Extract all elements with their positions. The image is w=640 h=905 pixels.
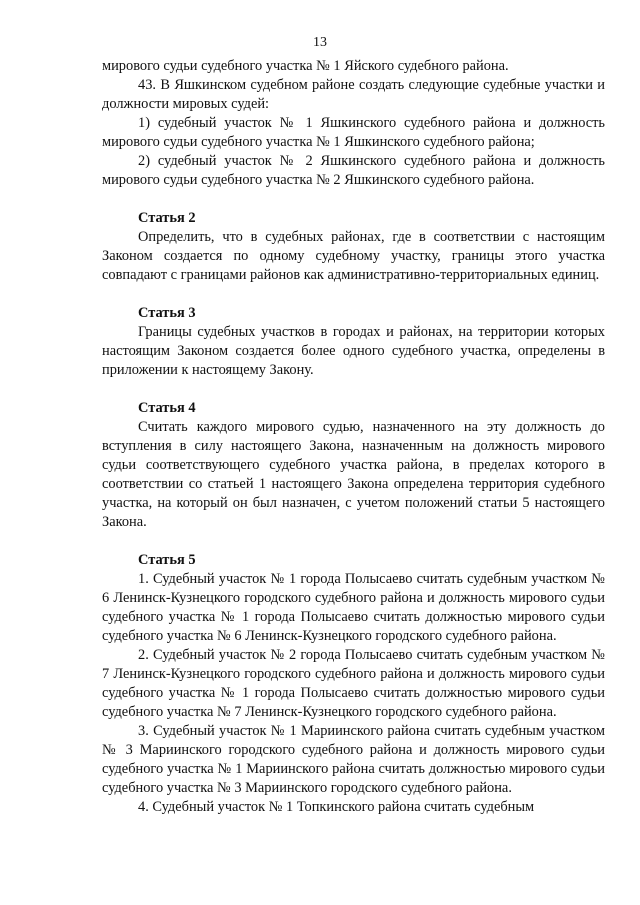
intro-subitem-1: 1) судебный участок № 1 Яшкинского судебного района и должность мирового судьи судебного участка № 1 Яшкинского судебного района;	[102, 115, 605, 150]
article-4-paragraph: Считать каждого мирового судью, назначенного на эту должность до вступления в силу настоящего Закона, назначенным на должность мирового судьи соответствующего судебного участка района, в пределах которого в соответствии со статьей 1 настоящего Закона определена территория судебного участка, на который он был назначен, с учетом положений статьи 5 настоящего Закона.	[102, 419, 605, 530]
article-5-heading: Статья 5	[138, 552, 196, 568]
intro-continuation: мирового судьи судебного участка № 1 Яйского судебного района.	[102, 58, 509, 74]
article-4	[102, 399, 605, 532]
intro-subitem-2: 2) судебный участок № 2 Яшкинского судебного района и должность мирового судьи судебного участка № 2 Яшкинского судебного района.	[102, 153, 605, 188]
article-3-paragraph: Границы судебных участков в городах и районах, на территории которых настоящим Законом создается более одного судебного участка, определены в приложении к настоящему Закону.	[102, 324, 605, 378]
article-5-paragraph-3: 3. Судебный участок № 1 Мариинского района считать судебным участком № 3 Мариинского городского судебного района и должность мирового судьи судебного участка № 1 Мариинского района считать должностью мирового судьи судебного участка № 3 Мариинского городского судебного района.	[102, 723, 605, 796]
article-2	[102, 209, 605, 285]
article-5-paragraph-1: 1. Судебный участок № 1 города Полысаево считать судебным участком № 6 Ленинск-Кузнецкого городского судебного района и должность мирового судьи судебного участка № 1 города Полысаево считать должностью мирового судьи судебного участка № 6 Ленинск-Кузнецкого городского судебного района.	[102, 571, 605, 644]
article-2-paragraph: Определить, что в судебных районах, где в соответствии с настоящим Законом создается по одному судебному участку, границы этого участка совпадают с границами районов как административно-территориальных единиц.	[102, 229, 605, 283]
article-2-heading: Статья 2	[138, 210, 196, 226]
article-4-heading: Статья 4	[138, 400, 196, 416]
article-5	[102, 551, 605, 817]
page-number: 13	[313, 35, 327, 50]
article-5-paragraph-4: 4. Судебный участок № 1 Топкинского района считать судебным	[138, 799, 535, 815]
article-3-heading: Статья 3	[138, 305, 196, 321]
document-body	[102, 57, 605, 817]
article-3	[102, 304, 605, 380]
intro-item-43: 43. В Яшкинском судебном районе создать следующие судебные участки и должности мировых судей:	[102, 77, 605, 112]
article-5-paragraph-2: 2. Судебный участок № 2 города Полысаево считать судебным участком № 7 Ленинск-Кузнецкого городского судебного района и должность мирового судьи судебного участка № 1 города Полысаево считать должностью мирового судьи судебного участка № 7 Ленинск-Кузнецкого городского судебного района.	[102, 647, 605, 720]
